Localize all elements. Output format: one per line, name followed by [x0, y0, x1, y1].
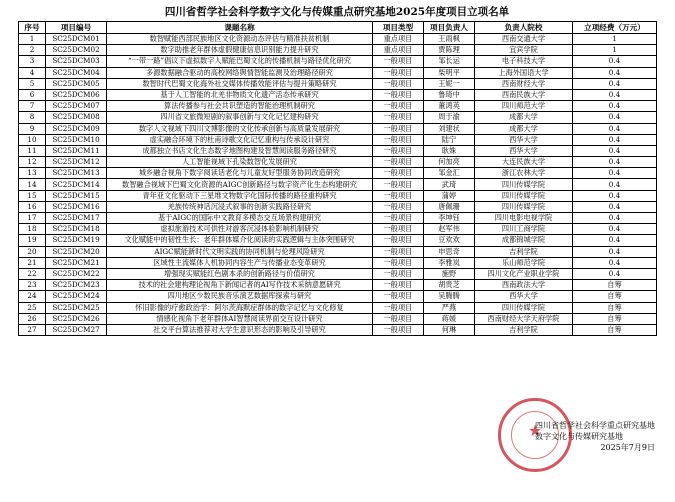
row-institution: 西南交通大学 [475, 34, 573, 45]
row-code: SC25DCM26 [46, 313, 107, 324]
table-row [19, 45, 657, 56]
row-code: SC25DCM24 [46, 291, 107, 302]
row-leader: 施野 [424, 268, 475, 279]
row-type: 一般项目 [373, 224, 424, 235]
row-topic: 增强现实赋能红色剧本杀的创新路径与价值研究 [107, 268, 373, 279]
row-leader: 蒋媛 [424, 313, 475, 324]
row-type: 一般项目 [373, 201, 424, 212]
row-index: 16 [19, 201, 46, 212]
row-institution: 西华大学 [475, 291, 573, 302]
row-topic: 算法传播参与社会共识塑造的智能治理机制研究 [107, 101, 373, 112]
row-funding: 0.4 [573, 145, 657, 156]
row-code: SC25DCM23 [46, 280, 107, 291]
row-type: 一般项目 [373, 56, 424, 67]
row-institution: 成都锦城学院 [475, 235, 573, 246]
row-funding: 0.4 [573, 134, 657, 145]
row-funding: 0.4 [573, 201, 657, 212]
row-code: SC25DCM10 [46, 134, 107, 145]
row-type: 一般项目 [373, 168, 424, 179]
row-index: 23 [19, 280, 46, 291]
row-leader: 唐佩珊 [424, 201, 475, 212]
row-type: 一般项目 [373, 246, 424, 257]
row-funding: 自筹 [573, 313, 657, 324]
row-funding: 0.4 [573, 224, 657, 235]
header-index: 序号 [19, 22, 46, 34]
row-type: 一般项目 [373, 157, 424, 168]
table-row [19, 157, 657, 168]
table-row [19, 34, 657, 45]
table-row [19, 257, 657, 268]
row-topic: 成都独立书店文化生态数字地图构建及智慧阅读服务路径研究 [107, 145, 373, 156]
row-leader: 严燕 [424, 302, 475, 313]
row-funding: 0.4 [573, 168, 657, 179]
table-row [19, 112, 657, 123]
row-type: 一般项目 [373, 291, 424, 302]
row-type: 一般项目 [373, 268, 424, 279]
row-topic: 数字助推老年群体虚假健康信息识别能力提升研究 [107, 45, 373, 56]
table-row [19, 190, 657, 201]
row-leader: 刘建状 [424, 123, 475, 134]
row-index: 24 [19, 291, 46, 302]
row-code: SC25DCM13 [46, 168, 107, 179]
table-row [19, 123, 657, 134]
row-code: SC25DCM09 [46, 123, 107, 134]
header-leader: 项目负责人 [424, 22, 475, 34]
table-header-row [19, 22, 657, 34]
row-index: 14 [19, 179, 46, 190]
row-institution: 四川传媒学院 [475, 179, 573, 190]
row-institution: 西南政法大学 [475, 280, 573, 291]
row-leader: 李坤钰 [424, 213, 475, 224]
row-leader: 吴腾腾 [424, 291, 475, 302]
row-code: SC25DCM21 [46, 257, 107, 268]
table-row [19, 302, 657, 313]
row-institution: 成都大学 [475, 112, 573, 123]
row-topic: “一带一路”倡议下虚拟数字人赋能巴蜀文化的传播机制与路径优化研究 [107, 56, 373, 67]
table-row [19, 313, 657, 324]
row-index: 12 [19, 157, 46, 168]
row-topic: 虚实融合环境下的杜甫诗歌文化记忆重构与传承设计研究 [107, 134, 373, 145]
row-topic: 文化赋能中的韧性生长：老年群体媒介化阅读的实践逻辑与主体突围研究 [107, 235, 373, 246]
row-type: 一般项目 [373, 190, 424, 201]
row-index: 3 [19, 56, 46, 67]
row-topic: 虚拟旅游技术可供性对游客沉浸体验影响机制研究 [107, 224, 373, 235]
row-topic: 多源数据融合驱动的高校网络舆情智能监测及治理路径研究 [107, 67, 373, 78]
header-code: 项目编号 [46, 22, 107, 34]
row-leader: 邹长运 [424, 56, 475, 67]
table-row [19, 280, 657, 291]
table-row [19, 235, 657, 246]
row-type: 重点项目 [373, 45, 424, 56]
row-institution: 乐山师范学院 [475, 257, 573, 268]
row-index: 22 [19, 268, 46, 279]
row-institution: 宜宾学院 [475, 45, 573, 56]
project-table [18, 21, 657, 336]
row-institution: 四川师范大学 [475, 101, 573, 112]
row-code: SC25DCM20 [46, 246, 107, 257]
row-topic: 青年亚文化驱动下三星堆文物数字化国际传播的路径重构研究 [107, 190, 373, 201]
footer-signature [535, 420, 655, 453]
row-funding: 0.4 [573, 235, 657, 246]
row-type: 一般项目 [373, 123, 424, 134]
row-topic: 羌族传统神话沉浸式叙事的创新实践路径研究 [107, 201, 373, 212]
row-funding: 自筹 [573, 324, 657, 335]
row-funding: 0.4 [573, 78, 657, 89]
row-code: SC25DCM15 [46, 190, 107, 201]
table-row [19, 213, 657, 224]
header-funding: 立项经费（万元） [573, 22, 657, 34]
footer-org-line1: 四川省哲学社会科学重点研究基地 [535, 421, 655, 430]
row-institution: 四川工商学院 [475, 224, 573, 235]
row-type: 一般项目 [373, 313, 424, 324]
row-index: 19 [19, 235, 46, 246]
row-leader: 贾陈理 [424, 45, 475, 56]
row-funding: 0.4 [573, 157, 657, 168]
row-funding: 自筹 [573, 291, 657, 302]
row-leader: 董鸿英 [424, 101, 475, 112]
row-institution: 西南财经大学 [475, 78, 573, 89]
row-code: SC25DCM08 [46, 112, 107, 123]
row-type: 一般项目 [373, 213, 424, 224]
row-index: 6 [19, 89, 46, 100]
row-funding: 1 [573, 34, 657, 45]
row-index: 27 [19, 324, 46, 335]
table-row [19, 101, 657, 112]
row-index: 21 [19, 257, 46, 268]
row-topic: 数智融合视域下巴蜀文化资源的AIGC创新路径与数字资产化生态构建研究 [107, 179, 373, 190]
row-topic: 区域性主流媒体人机协同内容生产与传播业态变革研究 [107, 257, 373, 268]
row-institution: 大连民族大学 [475, 157, 573, 168]
row-institution: 西华大学 [475, 134, 573, 145]
footer-org-line2: 数字文化与传媒研究基地 [535, 432, 623, 441]
header-topic: 课题名称 [107, 22, 373, 34]
row-code: SC25DCM12 [46, 157, 107, 168]
row-institution: 吉利学院 [475, 324, 573, 335]
row-institution: 吉利学院 [475, 246, 573, 257]
row-institution: 西南财经大学天府学院 [475, 313, 573, 324]
table-row [19, 134, 657, 145]
footer-date: 2025年7月9日 [600, 443, 655, 452]
row-leader: 蒲婷 [424, 190, 475, 201]
row-index: 17 [19, 213, 46, 224]
row-institution: 西南民族大学 [475, 89, 573, 100]
table-row [19, 89, 657, 100]
row-topic: 技术的社会建构理论视角下新闻记者的AI写作技术采纳意愿研究 [107, 280, 373, 291]
row-funding: 0.4 [573, 179, 657, 190]
table-row [19, 67, 657, 78]
row-type: 一般项目 [373, 101, 424, 112]
row-code: SC25DCM19 [46, 235, 107, 246]
row-type: 一般项目 [373, 112, 424, 123]
row-topic: 城乡融合视角下数字阅读话老化与儿童友好型服务协同改造研究 [107, 168, 373, 179]
row-funding: 自筹 [573, 280, 657, 291]
row-leader: 柴明平 [424, 67, 475, 78]
row-institution: 西华大学 [475, 145, 573, 156]
row-code: SC25DCM06 [46, 89, 107, 100]
header-institution: 负责人院校 [475, 22, 573, 34]
row-code: SC25DCM11 [46, 145, 107, 156]
row-code: SC25DCM03 [46, 56, 107, 67]
row-institution: 四川文化产业职业学院 [475, 268, 573, 279]
row-funding: 0.4 [573, 89, 657, 100]
row-code: SC25DCM01 [46, 34, 107, 45]
row-code: SC25DCM18 [46, 224, 107, 235]
row-index: 11 [19, 145, 46, 156]
row-code: SC25DCM07 [46, 101, 107, 112]
table-row [19, 224, 657, 235]
row-index: 15 [19, 190, 46, 201]
row-type: 一般项目 [373, 134, 424, 145]
row-type: 重点项目 [373, 34, 424, 45]
row-code: SC25DCM05 [46, 78, 107, 89]
row-index: 9 [19, 123, 46, 134]
row-index: 20 [19, 246, 46, 257]
header-type: 项目类型 [373, 22, 424, 34]
row-topic: 怀旧影像的疗愈政治学：阿尔茨海默症群体的数字记忆与文化修复 [107, 302, 373, 313]
row-topic: 情感化视角下老年群体AI智慧阅读界面交互设计研究 [107, 313, 373, 324]
row-type: 一般项目 [373, 302, 424, 313]
row-leader: 胡贵芝 [424, 280, 475, 291]
row-leader: 李雅岚 [424, 257, 475, 268]
row-funding: 0.4 [573, 101, 657, 112]
row-funding: 0.4 [573, 213, 657, 224]
row-index: 26 [19, 313, 46, 324]
row-leader: 豆欢欢 [424, 235, 475, 246]
row-funding: 0.4 [573, 67, 657, 78]
row-type: 一般项目 [373, 67, 424, 78]
row-index: 1 [19, 34, 46, 45]
row-topic: 数智赋能西部民族地区文化资源动态评估与精准扶贫机制 [107, 34, 373, 45]
row-leader: 申思奇 [424, 246, 475, 257]
row-index: 25 [19, 302, 46, 313]
row-type: 一般项目 [373, 257, 424, 268]
row-leader: 何琳 [424, 324, 475, 335]
table-row [19, 179, 657, 190]
row-topic: 社交平台算法推荐对大学生意识形态的影响及引导研究 [107, 324, 373, 335]
row-institution: 四川传媒学院 [475, 302, 573, 313]
row-funding: 0.4 [573, 56, 657, 67]
row-index: 18 [19, 224, 46, 235]
table-row [19, 201, 657, 212]
table-row [19, 168, 657, 179]
row-leader: 王妮一 [424, 78, 475, 89]
table-row [19, 145, 657, 156]
row-index: 10 [19, 134, 46, 145]
row-type: 一般项目 [373, 235, 424, 246]
row-institution: 四川传媒学院 [475, 190, 573, 201]
row-code: SC25DCM25 [46, 302, 107, 313]
row-institution: 四川电影电视学院 [475, 213, 573, 224]
row-leader: 何加亮 [424, 157, 475, 168]
row-leader: 周于渝 [424, 112, 475, 123]
row-index: 13 [19, 168, 46, 179]
row-funding: 0.4 [573, 123, 657, 134]
row-funding: 0.4 [573, 268, 657, 279]
table-row [19, 56, 657, 67]
row-topic: 数字人文视域下四川文博影像的文化传承创新与高质量发展研究 [107, 123, 373, 134]
row-index: 4 [19, 67, 46, 78]
row-leader: 赵军伟 [424, 224, 475, 235]
star-icon: ★ [527, 421, 543, 440]
row-institution: 电子科技大学 [475, 56, 573, 67]
row-leader: 鲁琦中 [424, 89, 475, 100]
table-row [19, 78, 657, 89]
row-type: 一般项目 [373, 179, 424, 190]
row-code: SC25DCM27 [46, 324, 107, 335]
row-index: 2 [19, 45, 46, 56]
row-leader: 王雨枫 [424, 34, 475, 45]
row-institution: 浙江农林大学 [475, 168, 573, 179]
document-title: 四川省哲学社会科学数字文化与传媒重点研究基地2025年度项目立项名单 [164, 6, 510, 18]
row-index: 7 [19, 101, 46, 112]
row-index: 5 [19, 78, 46, 89]
row-institution: 上海外国语大学 [475, 67, 573, 78]
row-index: 8 [19, 112, 46, 123]
row-topic: 人工智能视域下孔染数智化发展研究 [107, 157, 373, 168]
row-topic: 基于AIGC的国际中文教育多模态交互场景构建研究 [107, 213, 373, 224]
row-code: SC25DCM17 [46, 213, 107, 224]
row-topic: AIGC赋能新时代文明实践的协同机制与伦理风险研究 [107, 246, 373, 257]
row-institution: 四川传媒学院 [475, 201, 573, 212]
row-code: SC25DCM02 [46, 45, 107, 56]
table-row [19, 246, 657, 257]
row-code: SC25DCM16 [46, 201, 107, 212]
row-funding: 0.4 [573, 112, 657, 123]
row-type: 一般项目 [373, 324, 424, 335]
row-topic: 四川省文旅微短剧的叙事创新与文化记忆建构研究 [107, 112, 373, 123]
row-topic: 数智时代巴蜀文化海外社交媒体传播效能评估与提升策略研究 [107, 78, 373, 89]
table-row [19, 324, 657, 335]
row-leader: 陆宁 [424, 134, 475, 145]
row-leader: 邹金汇 [424, 168, 475, 179]
row-institution: 成都大学 [475, 123, 573, 134]
row-funding: 0.4 [573, 257, 657, 268]
row-leader: 耿姝 [424, 145, 475, 156]
row-type: 一般项目 [373, 280, 424, 291]
row-topic: 基于人工智能的北羌非物质文化遗产活态传承研究 [107, 89, 373, 100]
row-funding: 0.4 [573, 246, 657, 257]
row-funding: 自筹 [573, 302, 657, 313]
row-funding: 0.4 [573, 190, 657, 201]
row-topic: 四川地区少数民族音乐演艺数据库探索与研究 [107, 291, 373, 302]
row-code: SC25DCM04 [46, 67, 107, 78]
row-funding: 1 [573, 45, 657, 56]
table-row [19, 291, 657, 302]
row-type: 一般项目 [373, 89, 424, 100]
row-type: 一般项目 [373, 145, 424, 156]
row-code: SC25DCM22 [46, 268, 107, 279]
row-leader: 武琦 [424, 179, 475, 190]
row-type: 一般项目 [373, 78, 424, 89]
row-code: SC25DCM14 [46, 179, 107, 190]
table-row [19, 268, 657, 279]
